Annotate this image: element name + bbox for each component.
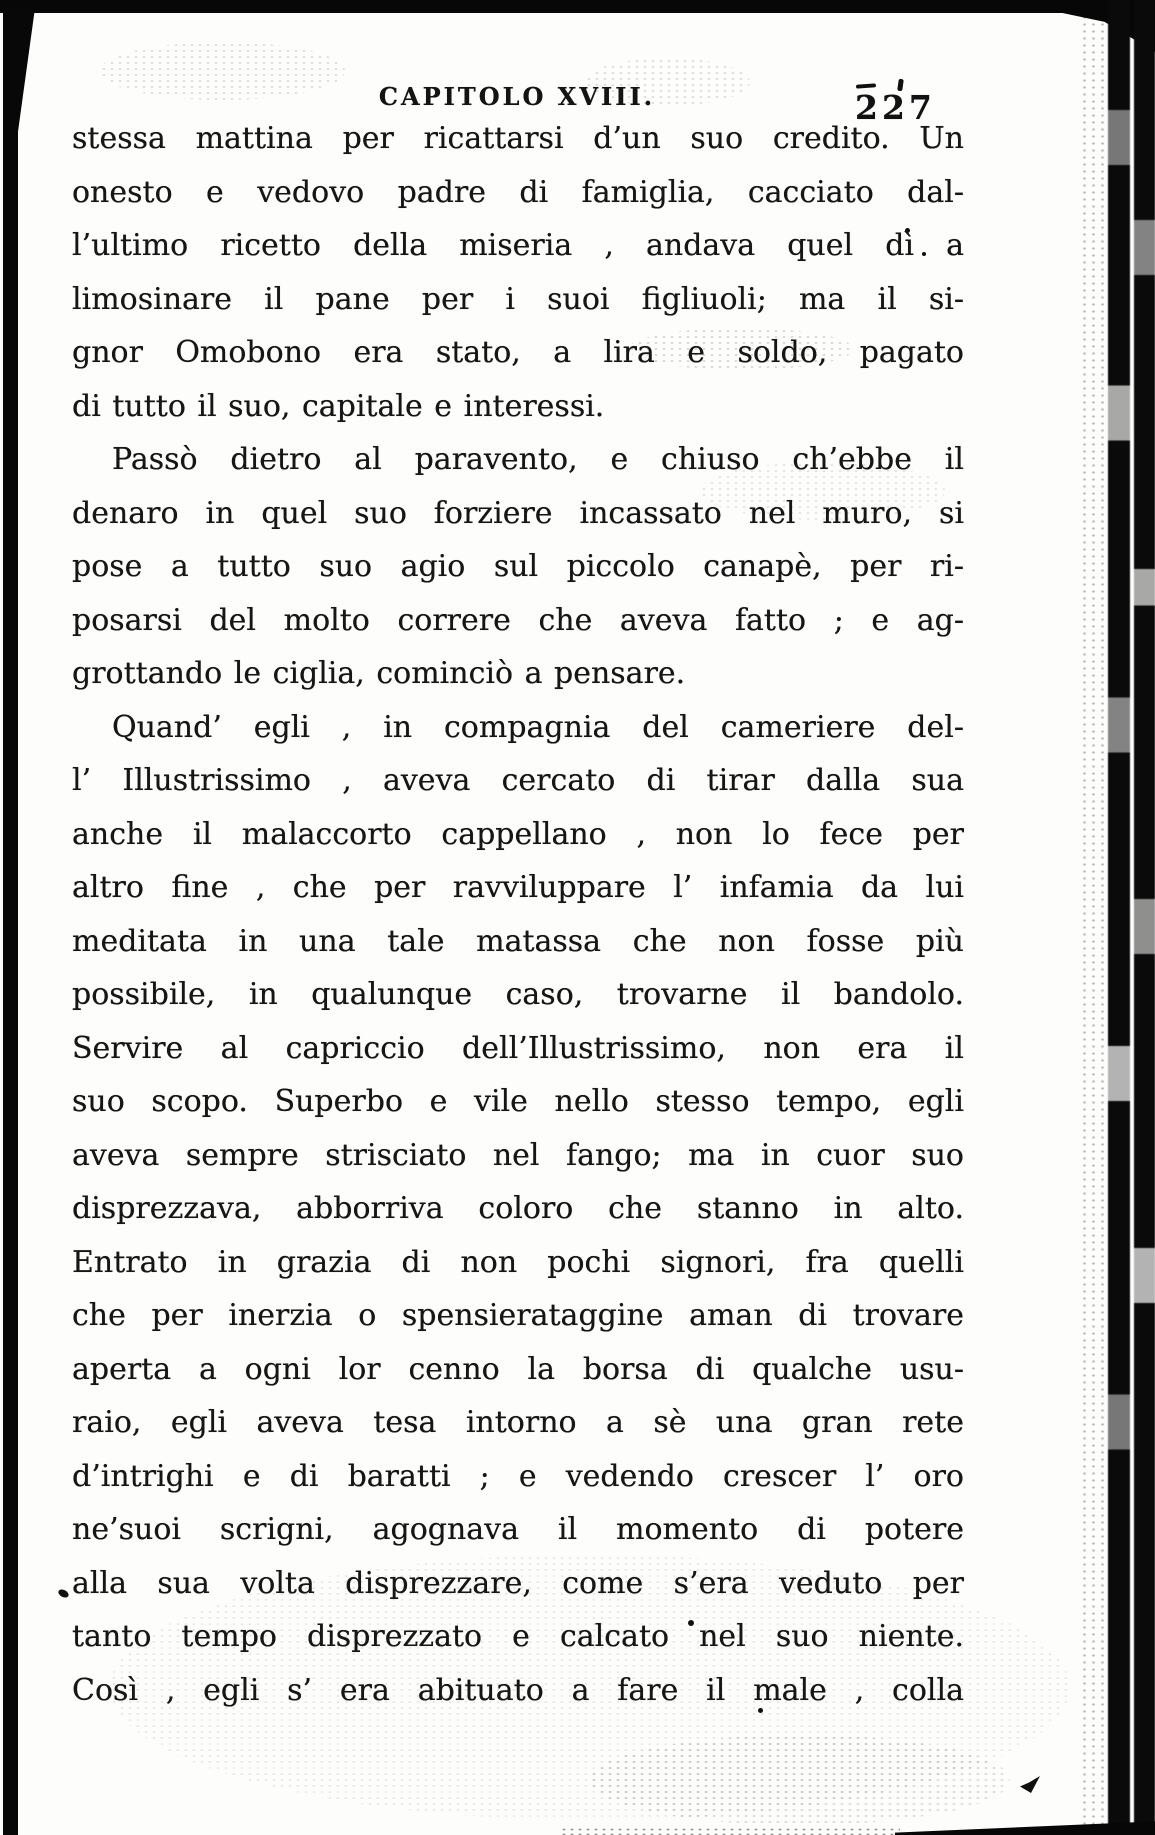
text-line: pose a tutto suo agio sul piccolo canapè, per ri-	[72, 549, 964, 584]
text-line: aveva sempre strisciato nel fango; ma in cuor suo	[72, 1137, 964, 1173]
text-line: meditata in una tale matassa che non fosse più	[72, 923, 964, 959]
text-line: tanto tempo disprezzato e calcato nel suo niente.	[72, 1619, 964, 1654]
text-line: Servire al capriccio dell’Illustrissimo, non era il	[72, 1030, 964, 1066]
text-line: disprezzava, abborriva coloro che stanno in alto.	[72, 1191, 964, 1226]
ink-speck	[57, 1588, 70, 1599]
text-line: anche il malaccorto cappellano , non lo fece per	[72, 816, 964, 852]
text-line: onesto e vedovo padre di famiglia, cacciato dal-	[72, 174, 964, 210]
text-line: possibile, in qualunque caso, trovarne il bandolo.	[72, 977, 964, 1012]
scan-edge-top	[0, 0, 1155, 13]
text-line: l’ Illustrissimo , aveva cercato di tirar dalla sua	[72, 763, 964, 798]
text-line: Entrato in grazia di non pochi signori, fra quelli	[72, 1244, 964, 1280]
scan-noise-right	[1080, 0, 1110, 1835]
text-line: d’intrighi e di baratti ; e vedendo crescer l’ oro	[72, 1458, 964, 1494]
text-line: raio, egli aveva tesa intorno a sè una gran rete	[72, 1405, 964, 1440]
scan-edge-right	[1080, 0, 1155, 1835]
text-line: altro fine , che per ravviluppare l’ infamia da lui	[72, 870, 964, 905]
scan-streak	[1108, 0, 1130, 1835]
text-line: grottando le ciglia, cominciò a pensare.	[72, 656, 686, 691]
paper-noise	[590, 1735, 1010, 1825]
scan-edge-left	[3, 8, 18, 1835]
scan-noise-bottom	[560, 1827, 900, 1835]
text-line: limosinare il pane per i suoi figliuoli; ma il si-	[72, 281, 964, 317]
text-line: posarsi del molto correre che aveva fatto ; e ag-	[72, 602, 964, 638]
scan-streak	[1134, 0, 1155, 1835]
text-line: alla sua volta disprezzare, come s’era veduto per	[72, 1565, 964, 1601]
body-text	[72, 112, 964, 1717]
text-line: che per inerzia o spensierataggine aman di trovare	[72, 1298, 964, 1333]
text-line: stessa mattina per ricattarsi d’un suo credito. Un	[72, 121, 964, 156]
page-number: 227	[855, 88, 936, 127]
text-line: denaro in quel suo forziere incassato nel muro, si	[72, 495, 964, 531]
text-line: gnor Omobono era stato, a lira e soldo, pagato	[72, 335, 964, 370]
text-line: Così , egli s’ era abituato a fare il male , colla	[72, 1672, 964, 1708]
text-line: di tutto il suo, capitale e interessi.	[72, 388, 605, 424]
chapter-heading: CAPITOLO XVIII.	[378, 82, 656, 111]
text-line: Quand’ egli , in compagnia del cameriere del-	[112, 709, 964, 745]
text-line: ne’suoi scrigni, agognava il momento di potere	[72, 1512, 964, 1547]
text-line: suo scopo. Superbo e vile nello stesso tempo, egli	[72, 1084, 964, 1119]
text-line: l’ultimo ricetto della miseria , andava quel dì a	[72, 228, 964, 263]
ink-speck	[1020, 1776, 1040, 1793]
text-line: aperta a ogni lor cenno la borsa di qualche usu-	[72, 1351, 964, 1387]
scan-edge-left-top	[3, 8, 35, 143]
text-line: Passò dietro al paravento, e chiuso ch’ebbe il	[112, 442, 964, 477]
